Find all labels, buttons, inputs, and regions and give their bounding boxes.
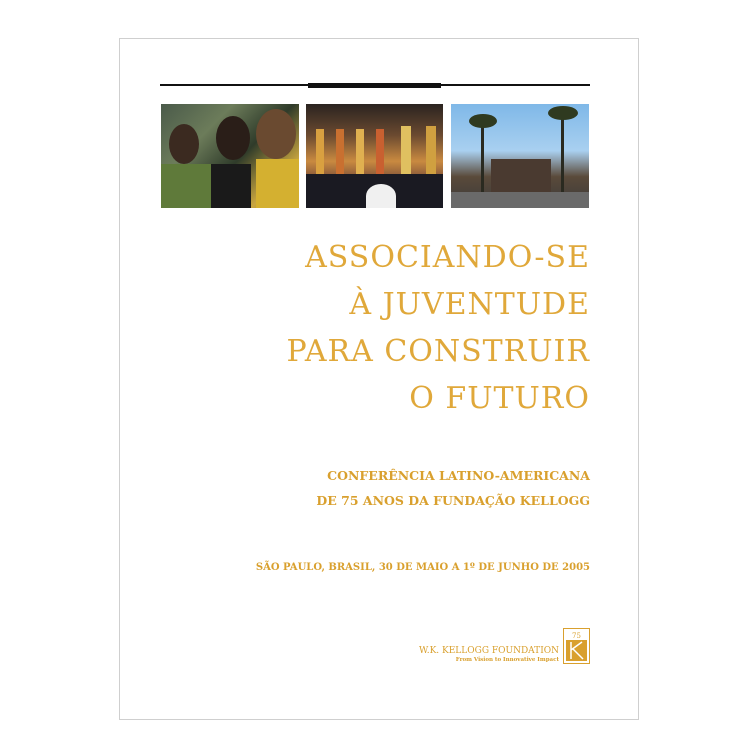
foundation-tagline: From Vision to Innovative Impact [455, 657, 559, 663]
subtitle-line: CONFERÊNCIA LATINO-AMERICANA [327, 468, 590, 483]
foundation-name: W.K. KELLOGG FOUNDATION [419, 646, 559, 656]
title-line: O FUTURO [409, 381, 590, 416]
kellogg-75-logo-icon [563, 628, 590, 664]
svg-text:75: 75 [572, 632, 581, 640]
photo-palm-trees-building [451, 104, 589, 208]
title-line: ASSOCIANDO-SE [305, 240, 590, 275]
title-line: À JUVENTUDE [349, 287, 590, 322]
foundation-logo-text [419, 646, 559, 664]
photo-youth-group [161, 104, 299, 208]
top-rule-accent [308, 83, 441, 88]
conference-subtitle [316, 463, 590, 513]
subtitle-line: DE 75 ANOS DA FUNDAÇÃO KELLOGG [316, 493, 590, 508]
document-title [286, 234, 590, 422]
photo-stage-performance [306, 104, 443, 208]
event-date-location: SÃO PAULO, BRASIL, 30 DE MAIO A 1º DE JUNHO DE 2005 [255, 562, 590, 573]
title-line: PARA CONSTRUIR [286, 334, 590, 369]
